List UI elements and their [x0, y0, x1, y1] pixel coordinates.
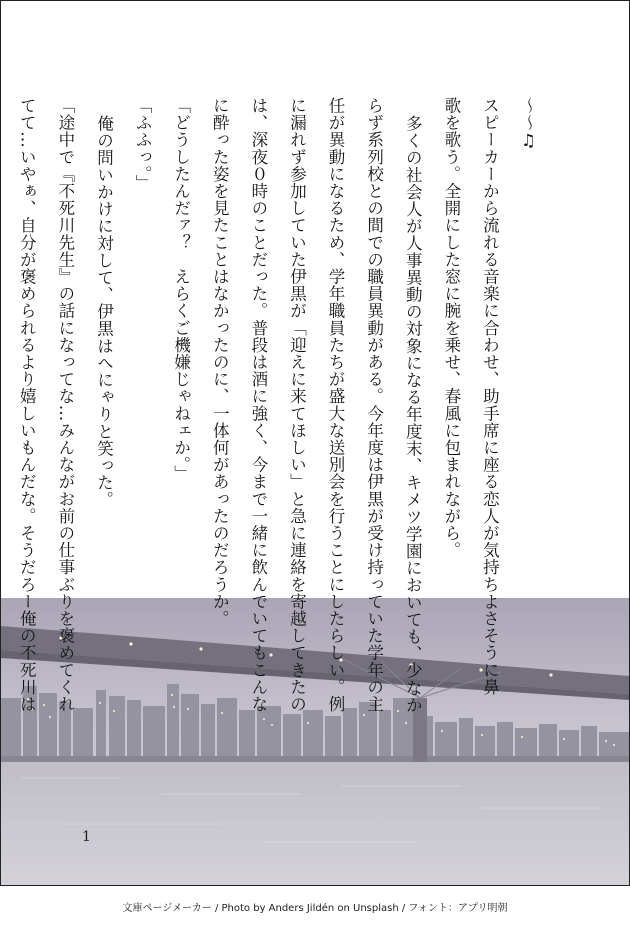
text-line: は、深夜０時のことだった。普段は酒に強く、今まで一緒に飲んでいてもこんな	[248, 97, 268, 713]
text-line: てて…いやぁ、自分が褒められるより嬉しいもんだな。そうだろー俺の不死川は	[17, 97, 37, 713]
text-line: 「どうしたんだァ？ えらくご機嫌じゃねェか。」	[171, 97, 191, 483]
text-line: 「途中で『不死川先生』の話になってな…みんながお前の仕事ぶりを褒めてくれ	[55, 97, 75, 713]
text-line: 歌を歌う。全開にした窓に腕を乗せ、春風に包まれながら。	[441, 97, 461, 559]
text-line: 多くの社会人が人事異動の対象になる年度末、キメツ学園においても、少なか	[403, 115, 423, 714]
text-line: らず系列校との間での職員異動がある。今年度は伊黒が受け持っていた学年の主	[364, 97, 384, 713]
text-line: 〜〜♫	[519, 97, 538, 151]
text-line: スピーカーから流れる音楽に合わせ、助手席に座る恋人が気持ちよさそうに鼻	[480, 97, 500, 696]
text-line: 俺の問いかけに対して、伊黒はへにゃりと笑った。	[94, 115, 114, 509]
text-line: 任が異動になるため、学年職員たちが盛大な送別会を行うことにしたらしい。例	[326, 97, 346, 713]
page-number: 1	[82, 829, 91, 845]
text-line: 「ふふっ。」	[133, 97, 153, 192]
vertical-body-text	[7, 97, 547, 857]
text-line: に酔った姿を見たことはなかったのに、一体何があったのだろうか。	[210, 97, 230, 628]
text-line: に漏れず参加していた伊黒が「迎えに来てほしい」と急に連絡を寄越してきたの	[287, 97, 307, 713]
credit-line: 文庫ページメーカー / Photo by Anders Jildén on Unsplash / フォント：アプリ明朝	[122, 903, 508, 914]
